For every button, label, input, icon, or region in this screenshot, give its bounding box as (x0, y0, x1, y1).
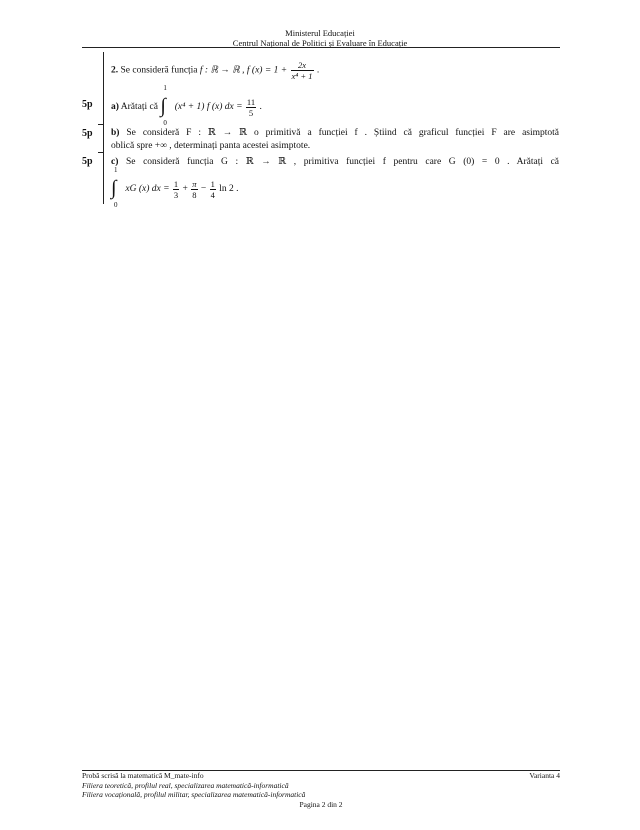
part-b-text1: Se consideră F : ℝ → ℝ o primitivă a funcției f . Știind că graficul funcției F are asimptotă (126, 128, 560, 138)
center-title: Centrul Național de Politici și Evaluare în Educație (232, 38, 408, 48)
part-b-line1 (111, 127, 559, 138)
part-c-formula (111, 166, 239, 209)
problem-statement (111, 60, 319, 81)
function-fraction (291, 60, 314, 81)
result-a-denominator: 5 (248, 107, 254, 118)
points-column-divider (103, 52, 104, 204)
ln-term: ln 2 . (219, 184, 239, 195)
fraction-c3-den: 4 (210, 189, 215, 200)
fraction-c3 (210, 179, 216, 200)
part-a-end: . (259, 102, 262, 113)
fraction-c2-den: 8 (192, 189, 197, 200)
divider-tick-b (98, 152, 103, 153)
footer-exam-title: Probă scrisă la matematică M_mate-info (82, 771, 204, 780)
minus-sign: − (200, 184, 207, 195)
integral-upper-c: 1 (114, 166, 118, 174)
header-rule (82, 47, 560, 48)
part-a (111, 84, 262, 127)
document-footer (82, 771, 560, 809)
integrand-c: xG (x) dx = (125, 184, 170, 195)
statement-end: . (316, 65, 320, 76)
divider-tick-a (98, 124, 103, 125)
fraction-c3-num: 1 (210, 178, 215, 189)
integral-upper-a: 1 (163, 84, 167, 92)
points-a: 5p (82, 99, 93, 110)
problem-intro: Se consideră funcția (120, 65, 198, 76)
part-c (111, 156, 559, 167)
part-c-text1: Se consideră funcția G : ℝ → ℝ , primitiva funcției f pentru care G (0) = 0 . Arătați că (125, 157, 560, 167)
integral-lower-c: 0 (114, 201, 118, 209)
part-b-line2: oblică spre +∞ , determinați panta acestei asimptote. (111, 141, 311, 151)
integrand-a: (x⁴ + 1) f (x) dx = (174, 102, 243, 113)
footer-track-2: Filiera vocațională, profilul militar, specializarea matematică-informatică (82, 790, 306, 799)
integral-sign-a: 1 ∫ 0 (160, 84, 167, 127)
fraction-c2 (191, 179, 197, 200)
integral-lower-a: 0 (163, 119, 167, 127)
points-c: 5p (82, 156, 93, 167)
part-a-label: a) (111, 102, 119, 113)
fraction-c1 (173, 179, 179, 200)
result-a-numerator: 11 (246, 96, 256, 107)
function-def: f (x) = 1 + (246, 65, 288, 76)
part-b-label: b) (111, 128, 120, 138)
points-b: 5p (82, 128, 93, 139)
result-fraction-a (246, 97, 256, 118)
ministry-title: Ministerul Educației (285, 28, 355, 38)
footer-track-1: Filiera teoretică, profilul real, specializarea matematică-informatică (82, 780, 289, 790)
part-c-label: c) (111, 157, 119, 167)
part-c-line1 (111, 156, 559, 167)
part-a-text: Arătați că (120, 102, 158, 113)
footer-variant: Varianta 4 (529, 771, 560, 780)
fraction-c1-den: 3 (173, 189, 179, 200)
fraction-c2-num: π (192, 178, 197, 189)
function-domain: f : ℝ → ℝ , (199, 65, 245, 76)
part-b (111, 127, 559, 138)
integral-sign-c: 1 ∫ 0 (111, 166, 118, 209)
problem-number: 2. (111, 65, 119, 76)
plus-sign: + (182, 184, 188, 195)
fraction-numerator: 2x (291, 60, 314, 71)
footer-page-number: Pagina 2 din 2 (299, 799, 343, 809)
fraction-denominator: x⁴ + 1 (291, 71, 313, 81)
fraction-c1-num: 1 (173, 178, 179, 189)
document-header (0, 28, 640, 48)
